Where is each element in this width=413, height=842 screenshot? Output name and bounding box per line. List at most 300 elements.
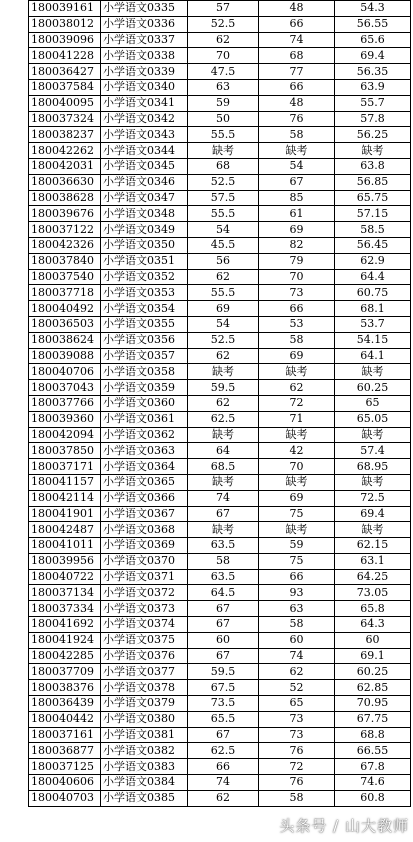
ticket-number-cell: 180037122 <box>29 222 101 238</box>
interview-score-cell: 72 <box>259 395 335 411</box>
position-code-cell: 小学语文0346 <box>101 174 188 190</box>
ticket-number-cell: 180039088 <box>29 348 101 364</box>
total-score-cell: 62.15 <box>335 538 411 554</box>
ticket-number-cell: 180040095 <box>29 95 101 111</box>
table-row <box>29 743 411 759</box>
total-score-cell: 57.4 <box>335 443 411 459</box>
total-score-cell: 缺考 <box>335 143 411 159</box>
ticket-number-cell: 180040492 <box>29 301 101 317</box>
total-score-cell: 60.75 <box>335 285 411 301</box>
interview-score-cell: 66 <box>259 16 335 32</box>
ticket-number-cell: 180036439 <box>29 696 101 712</box>
table-row <box>29 648 411 664</box>
interview-score-cell: 68 <box>259 48 335 64</box>
total-score-cell: 60.25 <box>335 664 411 680</box>
ticket-number-cell: 180039161 <box>29 1 101 17</box>
interview-score-cell: 48 <box>259 1 335 17</box>
written-score-cell: 63 <box>188 79 259 95</box>
written-score-cell: 67 <box>188 506 259 522</box>
position-code-cell: 小学语文0375 <box>101 632 188 648</box>
ticket-number-cell: 180040706 <box>29 364 101 380</box>
interview-score-cell: 82 <box>259 237 335 253</box>
position-code-cell: 小学语文0348 <box>101 206 188 222</box>
written-score-cell: 57 <box>188 1 259 17</box>
table-row <box>29 32 411 48</box>
position-code-cell: 小学语文0379 <box>101 696 188 712</box>
written-score-cell: 52.5 <box>188 174 259 190</box>
total-score-cell: 57.15 <box>335 206 411 222</box>
interview-score-cell: 85 <box>259 190 335 206</box>
ticket-number-cell: 180040606 <box>29 775 101 791</box>
interview-score-cell: 74 <box>259 648 335 664</box>
interview-score-cell: 66 <box>259 569 335 585</box>
written-score-cell: 缺考 <box>188 522 259 538</box>
interview-score-cell: 93 <box>259 585 335 601</box>
position-code-cell: 小学语文0336 <box>101 16 188 32</box>
total-score-cell: 57.8 <box>335 111 411 127</box>
total-score-cell: 74.6 <box>335 775 411 791</box>
written-score-cell: 缺考 <box>188 364 259 380</box>
table-row <box>29 190 411 206</box>
position-code-cell: 小学语文0344 <box>101 143 188 159</box>
position-code-cell: 小学语文0338 <box>101 48 188 64</box>
total-score-cell: 缺考 <box>335 474 411 490</box>
written-score-cell: 62 <box>188 790 259 806</box>
position-code-cell: 小学语文0373 <box>101 601 188 617</box>
written-score-cell: 67 <box>188 648 259 664</box>
table-row <box>29 553 411 569</box>
ticket-number-cell: 180037766 <box>29 395 101 411</box>
total-score-cell: 63.8 <box>335 158 411 174</box>
ticket-number-cell: 180042094 <box>29 427 101 443</box>
position-code-cell: 小学语文0374 <box>101 617 188 633</box>
interview-score-cell: 76 <box>259 743 335 759</box>
table-row <box>29 301 411 317</box>
ticket-number-cell: 180037125 <box>29 759 101 775</box>
written-score-cell: 59 <box>188 95 259 111</box>
table-row <box>29 285 411 301</box>
ticket-number-cell: 180038628 <box>29 190 101 206</box>
ticket-number-cell: 180038624 <box>29 332 101 348</box>
table-row <box>29 427 411 443</box>
interview-score-cell: 69 <box>259 348 335 364</box>
written-score-cell: 缺考 <box>188 427 259 443</box>
ticket-number-cell: 180036427 <box>29 64 101 80</box>
position-code-cell: 小学语文0351 <box>101 253 188 269</box>
interview-score-cell: 48 <box>259 95 335 111</box>
position-code-cell: 小学语文0349 <box>101 222 188 238</box>
position-code-cell: 小学语文0339 <box>101 64 188 80</box>
written-score-cell: 67.5 <box>188 680 259 696</box>
table-row <box>29 316 411 332</box>
table-row <box>29 253 411 269</box>
interview-score-cell: 缺考 <box>259 474 335 490</box>
interview-score-cell: 58 <box>259 617 335 633</box>
ticket-number-cell: 180038012 <box>29 16 101 32</box>
table-row <box>29 237 411 253</box>
table-row <box>29 459 411 475</box>
written-score-cell: 68.5 <box>188 459 259 475</box>
written-score-cell: 69 <box>188 301 259 317</box>
interview-score-cell: 63 <box>259 601 335 617</box>
interview-score-cell: 59 <box>259 538 335 554</box>
interview-score-cell: 58 <box>259 790 335 806</box>
interview-score-cell: 62 <box>259 664 335 680</box>
position-code-cell: 小学语文0365 <box>101 474 188 490</box>
total-score-cell: 54.15 <box>335 332 411 348</box>
ticket-number-cell: 180039360 <box>29 411 101 427</box>
table-row <box>29 174 411 190</box>
position-code-cell: 小学语文0370 <box>101 553 188 569</box>
total-score-cell: 67.75 <box>335 711 411 727</box>
position-code-cell: 小学语文0359 <box>101 380 188 396</box>
written-score-cell: 50 <box>188 111 259 127</box>
written-score-cell: 55.5 <box>188 285 259 301</box>
total-score-cell: 缺考 <box>335 522 411 538</box>
total-score-cell: 65.75 <box>335 190 411 206</box>
table-row <box>29 790 411 806</box>
written-score-cell: 62 <box>188 395 259 411</box>
ticket-number-cell: 180037850 <box>29 443 101 459</box>
ticket-number-cell: 180038237 <box>29 127 101 143</box>
total-score-cell: 68.95 <box>335 459 411 475</box>
table-row <box>29 443 411 459</box>
table-row <box>29 1 411 17</box>
written-score-cell: 67 <box>188 601 259 617</box>
position-code-cell: 小学语文0384 <box>101 775 188 791</box>
position-code-cell: 小学语文0377 <box>101 664 188 680</box>
total-score-cell: 56.55 <box>335 16 411 32</box>
written-score-cell: 66 <box>188 759 259 775</box>
interview-score-cell: 58 <box>259 127 335 143</box>
position-code-cell: 小学语文0342 <box>101 111 188 127</box>
position-code-cell: 小学语文0355 <box>101 316 188 332</box>
written-score-cell: 73.5 <box>188 696 259 712</box>
position-code-cell: 小学语文0362 <box>101 427 188 443</box>
position-code-cell: 小学语文0367 <box>101 506 188 522</box>
table-row <box>29 601 411 617</box>
total-score-cell: 66.55 <box>335 743 411 759</box>
written-score-cell: 52.5 <box>188 332 259 348</box>
ticket-number-cell: 180037334 <box>29 601 101 617</box>
interview-score-cell: 62 <box>259 380 335 396</box>
total-score-cell: 64.3 <box>335 617 411 633</box>
table-row <box>29 727 411 743</box>
total-score-cell: 73.05 <box>335 585 411 601</box>
total-score-cell: 64.4 <box>335 269 411 285</box>
position-code-cell: 小学语文0360 <box>101 395 188 411</box>
position-code-cell: 小学语文0354 <box>101 301 188 317</box>
ticket-number-cell: 180042262 <box>29 143 101 159</box>
written-score-cell: 60 <box>188 632 259 648</box>
ticket-number-cell: 180042326 <box>29 237 101 253</box>
table-row <box>29 759 411 775</box>
total-score-cell: 54.3 <box>335 1 411 17</box>
written-score-cell: 64 <box>188 443 259 459</box>
position-code-cell: 小学语文0356 <box>101 332 188 348</box>
position-code-cell: 小学语文0353 <box>101 285 188 301</box>
table-row <box>29 411 411 427</box>
written-score-cell: 54 <box>188 316 259 332</box>
position-code-cell: 小学语文0358 <box>101 364 188 380</box>
table-row <box>29 269 411 285</box>
table-row <box>29 696 411 712</box>
watermark: 头条号 / 山大教师 <box>279 817 409 835</box>
table-row <box>29 79 411 95</box>
total-score-cell: 60 <box>335 632 411 648</box>
table-row <box>29 538 411 554</box>
interview-score-cell: 73 <box>259 727 335 743</box>
position-code-cell: 小学语文0376 <box>101 648 188 664</box>
table-row <box>29 364 411 380</box>
interview-score-cell: 缺考 <box>259 522 335 538</box>
position-code-cell: 小学语文0357 <box>101 348 188 364</box>
total-score-cell: 69.1 <box>335 648 411 664</box>
position-code-cell: 小学语文0371 <box>101 569 188 585</box>
total-score-cell: 60.8 <box>335 790 411 806</box>
written-score-cell: 68 <box>188 158 259 174</box>
total-score-cell: 56.45 <box>335 237 411 253</box>
ticket-number-cell: 180036630 <box>29 174 101 190</box>
written-score-cell: 55.5 <box>188 206 259 222</box>
table-row <box>29 48 411 64</box>
total-score-cell: 65 <box>335 395 411 411</box>
total-score-cell: 56.25 <box>335 127 411 143</box>
interview-score-cell: 70 <box>259 459 335 475</box>
table-row <box>29 585 411 601</box>
written-score-cell: 67 <box>188 727 259 743</box>
interview-score-cell: 60 <box>259 632 335 648</box>
position-code-cell: 小学语文0372 <box>101 585 188 601</box>
written-score-cell: 54 <box>188 222 259 238</box>
written-score-cell: 67 <box>188 617 259 633</box>
interview-score-cell: 72 <box>259 759 335 775</box>
interview-score-cell: 缺考 <box>259 364 335 380</box>
written-score-cell: 62.5 <box>188 743 259 759</box>
position-code-cell: 小学语文0341 <box>101 95 188 111</box>
ticket-number-cell: 180036503 <box>29 316 101 332</box>
total-score-cell: 58.5 <box>335 222 411 238</box>
position-code-cell: 小学语文0352 <box>101 269 188 285</box>
interview-score-cell: 76 <box>259 775 335 791</box>
written-score-cell: 59.5 <box>188 664 259 680</box>
ticket-number-cell: 180042031 <box>29 158 101 174</box>
interview-score-cell: 53 <box>259 316 335 332</box>
position-code-cell: 小学语文0343 <box>101 127 188 143</box>
written-score-cell: 58 <box>188 553 259 569</box>
total-score-cell: 69.4 <box>335 48 411 64</box>
total-score-cell: 56.85 <box>335 174 411 190</box>
table-row <box>29 143 411 159</box>
ticket-number-cell: 180041692 <box>29 617 101 633</box>
ticket-number-cell: 180037134 <box>29 585 101 601</box>
table-row <box>29 348 411 364</box>
ticket-number-cell: 180042487 <box>29 522 101 538</box>
written-score-cell: 55.5 <box>188 127 259 143</box>
interview-score-cell: 69 <box>259 222 335 238</box>
ticket-number-cell: 180037540 <box>29 269 101 285</box>
total-score-cell: 68.1 <box>335 301 411 317</box>
written-score-cell: 65.5 <box>188 711 259 727</box>
written-score-cell: 62 <box>188 32 259 48</box>
table-row <box>29 16 411 32</box>
total-score-cell: 62.85 <box>335 680 411 696</box>
table-row <box>29 380 411 396</box>
total-score-cell: 65.8 <box>335 601 411 617</box>
table-row <box>29 711 411 727</box>
table-row <box>29 332 411 348</box>
table-row <box>29 617 411 633</box>
total-score-cell: 53.7 <box>335 316 411 332</box>
interview-score-cell: 65 <box>259 696 335 712</box>
ticket-number-cell: 180041157 <box>29 474 101 490</box>
table-row <box>29 522 411 538</box>
total-score-cell: 62.9 <box>335 253 411 269</box>
table-row <box>29 127 411 143</box>
interview-score-cell: 70 <box>259 269 335 285</box>
written-score-cell: 缺考 <box>188 474 259 490</box>
table-row <box>29 111 411 127</box>
interview-score-cell: 42 <box>259 443 335 459</box>
position-code-cell: 小学语文0383 <box>101 759 188 775</box>
written-score-cell: 52.5 <box>188 16 259 32</box>
interview-score-cell: 54 <box>259 158 335 174</box>
position-code-cell: 小学语文0385 <box>101 790 188 806</box>
ticket-number-cell: 180037043 <box>29 380 101 396</box>
total-score-cell: 63.9 <box>335 79 411 95</box>
position-code-cell: 小学语文0369 <box>101 538 188 554</box>
interview-score-cell: 73 <box>259 285 335 301</box>
written-score-cell: 62.5 <box>188 411 259 427</box>
table-row <box>29 569 411 585</box>
written-score-cell: 56 <box>188 253 259 269</box>
ticket-number-cell: 180041011 <box>29 538 101 554</box>
table-row <box>29 474 411 490</box>
written-score-cell: 62 <box>188 269 259 285</box>
ticket-number-cell: 180037324 <box>29 111 101 127</box>
total-score-cell: 56.35 <box>335 64 411 80</box>
written-score-cell: 74 <box>188 775 259 791</box>
interview-score-cell: 69 <box>259 490 335 506</box>
position-code-cell: 小学语文0363 <box>101 443 188 459</box>
table-row <box>29 158 411 174</box>
ticket-number-cell: 180038376 <box>29 680 101 696</box>
ticket-number-cell: 180037718 <box>29 285 101 301</box>
total-score-cell: 69.4 <box>335 506 411 522</box>
total-score-cell: 缺考 <box>335 364 411 380</box>
table-row <box>29 632 411 648</box>
total-score-cell: 67.8 <box>335 759 411 775</box>
position-code-cell: 小学语文0337 <box>101 32 188 48</box>
ticket-number-cell: 180042114 <box>29 490 101 506</box>
interview-score-cell: 73 <box>259 711 335 727</box>
position-code-cell: 小学语文0347 <box>101 190 188 206</box>
ticket-number-cell: 180042285 <box>29 648 101 664</box>
position-code-cell: 小学语文0381 <box>101 727 188 743</box>
ticket-number-cell: 180039676 <box>29 206 101 222</box>
table-row <box>29 395 411 411</box>
written-score-cell: 62 <box>188 348 259 364</box>
score-table-body <box>29 1 411 807</box>
total-score-cell: 缺考 <box>335 427 411 443</box>
position-code-cell: 小学语文0345 <box>101 158 188 174</box>
written-score-cell: 70 <box>188 48 259 64</box>
written-score-cell: 57.5 <box>188 190 259 206</box>
table-row <box>29 490 411 506</box>
position-code-cell: 小学语文0368 <box>101 522 188 538</box>
interview-score-cell: 52 <box>259 680 335 696</box>
table-row <box>29 680 411 696</box>
position-code-cell: 小学语文0361 <box>101 411 188 427</box>
ticket-number-cell: 180037709 <box>29 664 101 680</box>
interview-score-cell: 79 <box>259 253 335 269</box>
written-score-cell: 74 <box>188 490 259 506</box>
interview-score-cell: 66 <box>259 301 335 317</box>
total-score-cell: 65.6 <box>335 32 411 48</box>
interview-score-cell: 66 <box>259 79 335 95</box>
interview-score-cell: 75 <box>259 506 335 522</box>
interview-score-cell: 76 <box>259 111 335 127</box>
ticket-number-cell: 180039956 <box>29 553 101 569</box>
total-score-cell: 55.7 <box>335 95 411 111</box>
ticket-number-cell: 180041924 <box>29 632 101 648</box>
written-score-cell: 64.5 <box>188 585 259 601</box>
position-code-cell: 小学语文0364 <box>101 459 188 475</box>
ticket-number-cell: 180040442 <box>29 711 101 727</box>
written-score-cell: 63.5 <box>188 569 259 585</box>
position-code-cell: 小学语文0366 <box>101 490 188 506</box>
table-row <box>29 506 411 522</box>
interview-score-cell: 71 <box>259 411 335 427</box>
total-score-cell: 65.05 <box>335 411 411 427</box>
ticket-number-cell: 180040722 <box>29 569 101 585</box>
written-score-cell: 45.5 <box>188 237 259 253</box>
total-score-cell: 72.5 <box>335 490 411 506</box>
ticket-number-cell: 180041901 <box>29 506 101 522</box>
ticket-number-cell: 180036877 <box>29 743 101 759</box>
ticket-number-cell: 180037171 <box>29 459 101 475</box>
interview-score-cell: 58 <box>259 332 335 348</box>
interview-score-cell: 61 <box>259 206 335 222</box>
position-code-cell: 小学语文0382 <box>101 743 188 759</box>
table-row <box>29 222 411 238</box>
ticket-number-cell: 180039096 <box>29 32 101 48</box>
total-score-cell: 68.8 <box>335 727 411 743</box>
interview-score-cell: 67 <box>259 174 335 190</box>
ticket-number-cell: 180037584 <box>29 79 101 95</box>
position-code-cell: 小学语文0340 <box>101 79 188 95</box>
position-code-cell: 小学语文0350 <box>101 237 188 253</box>
interview-score-cell: 77 <box>259 64 335 80</box>
score-table <box>28 0 411 807</box>
total-score-cell: 60.25 <box>335 380 411 396</box>
written-score-cell: 47.5 <box>188 64 259 80</box>
table-row <box>29 95 411 111</box>
ticket-number-cell: 180037840 <box>29 253 101 269</box>
position-code-cell: 小学语文0380 <box>101 711 188 727</box>
total-score-cell: 63.1 <box>335 553 411 569</box>
position-code-cell: 小学语文0335 <box>101 1 188 17</box>
position-code-cell: 小学语文0378 <box>101 680 188 696</box>
total-score-cell: 64.25 <box>335 569 411 585</box>
ticket-number-cell: 180037161 <box>29 727 101 743</box>
table-row <box>29 664 411 680</box>
written-score-cell: 59.5 <box>188 380 259 396</box>
table-row <box>29 206 411 222</box>
ticket-number-cell: 180040703 <box>29 790 101 806</box>
interview-score-cell: 75 <box>259 553 335 569</box>
total-score-cell: 64.1 <box>335 348 411 364</box>
